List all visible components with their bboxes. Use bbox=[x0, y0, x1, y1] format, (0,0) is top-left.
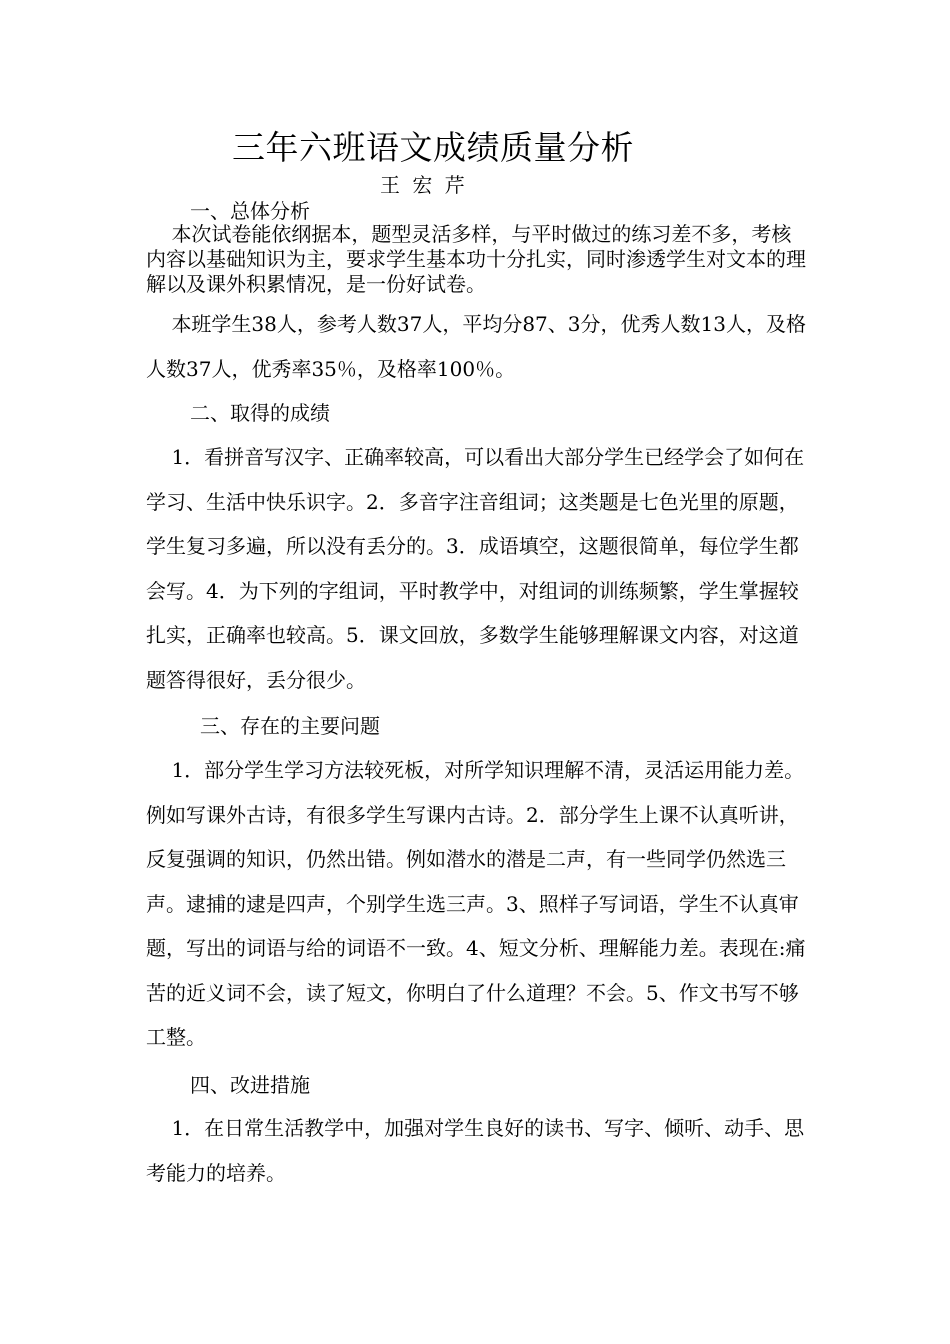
section-heading-achievements: 二、取得的成绩 bbox=[190, 401, 330, 425]
document-author: 王 宏 芹 bbox=[380, 173, 465, 197]
section-heading-overall-analysis: 一、总体分析 bbox=[190, 199, 310, 223]
section-heading-improvements: 四、改进措施 bbox=[190, 1073, 310, 1097]
paragraph-class-statistics: 本班学生38人，参考人数37人，平均分87、3分，优秀人数13人，及格人数37人，优秀率35％，及格率100％。 bbox=[146, 312, 806, 381]
paragraph-achievements: 1．看拼音写汉字、正确率较高，可以看出大部分学生已经学会了如何在学习、生活中快乐识字。2．多音字注音组词；这类题是七色光里的原题，学生复习多遍，所以没有丢分的。3．成语填空，这题很简单，每位学生都会写。4．为下列的字组词，平时教学中，对组词的训练频繁，学生掌握较扎实，正确率也较高。5．课文回放，多数学生能够理解课文内容，对这道题答得很好，丢分很少。 bbox=[146, 445, 805, 692]
paragraph-improvements: 1．在日常生活教学中，加强对学生良好的读书、写字、倾听、动手、思考能力的培养。 bbox=[146, 1116, 805, 1185]
paragraph-overall-analysis: 本次试卷能依纲据本，题型灵活多样，与平时做过的练习差不多，考核内容以基础知识为主，要求学生基本功十分扎实，同时渗透学生对文本的理解以及课外积累情况，是一份好试卷。 bbox=[146, 222, 806, 296]
document-title: 三年六班语文成绩质量分析 bbox=[232, 128, 634, 167]
paragraph-main-problems: 1．部分学生学习方法较死板，对所学知识理解不清，灵活运用能力差。例如写课外古诗，有很多学生写课内古诗。2．部分学生上课不认真听讲，反复强调的知识，仍然出错。例如潜水的潜是二声，有一些同学仍然选三声。逮捕的逮是四声，个别学生选三声。3、照样子写词语，学生不认真审题，写出的词语与给的词语不一致。4、短文分析、理解能力差。表现在:痛苦的近义词不会，读了短文，你明白了什么道理？不会。5、作文书写不够工整。 bbox=[146, 758, 806, 1049]
section-heading-main-problems: 三、存在的主要问题 bbox=[200, 714, 380, 738]
